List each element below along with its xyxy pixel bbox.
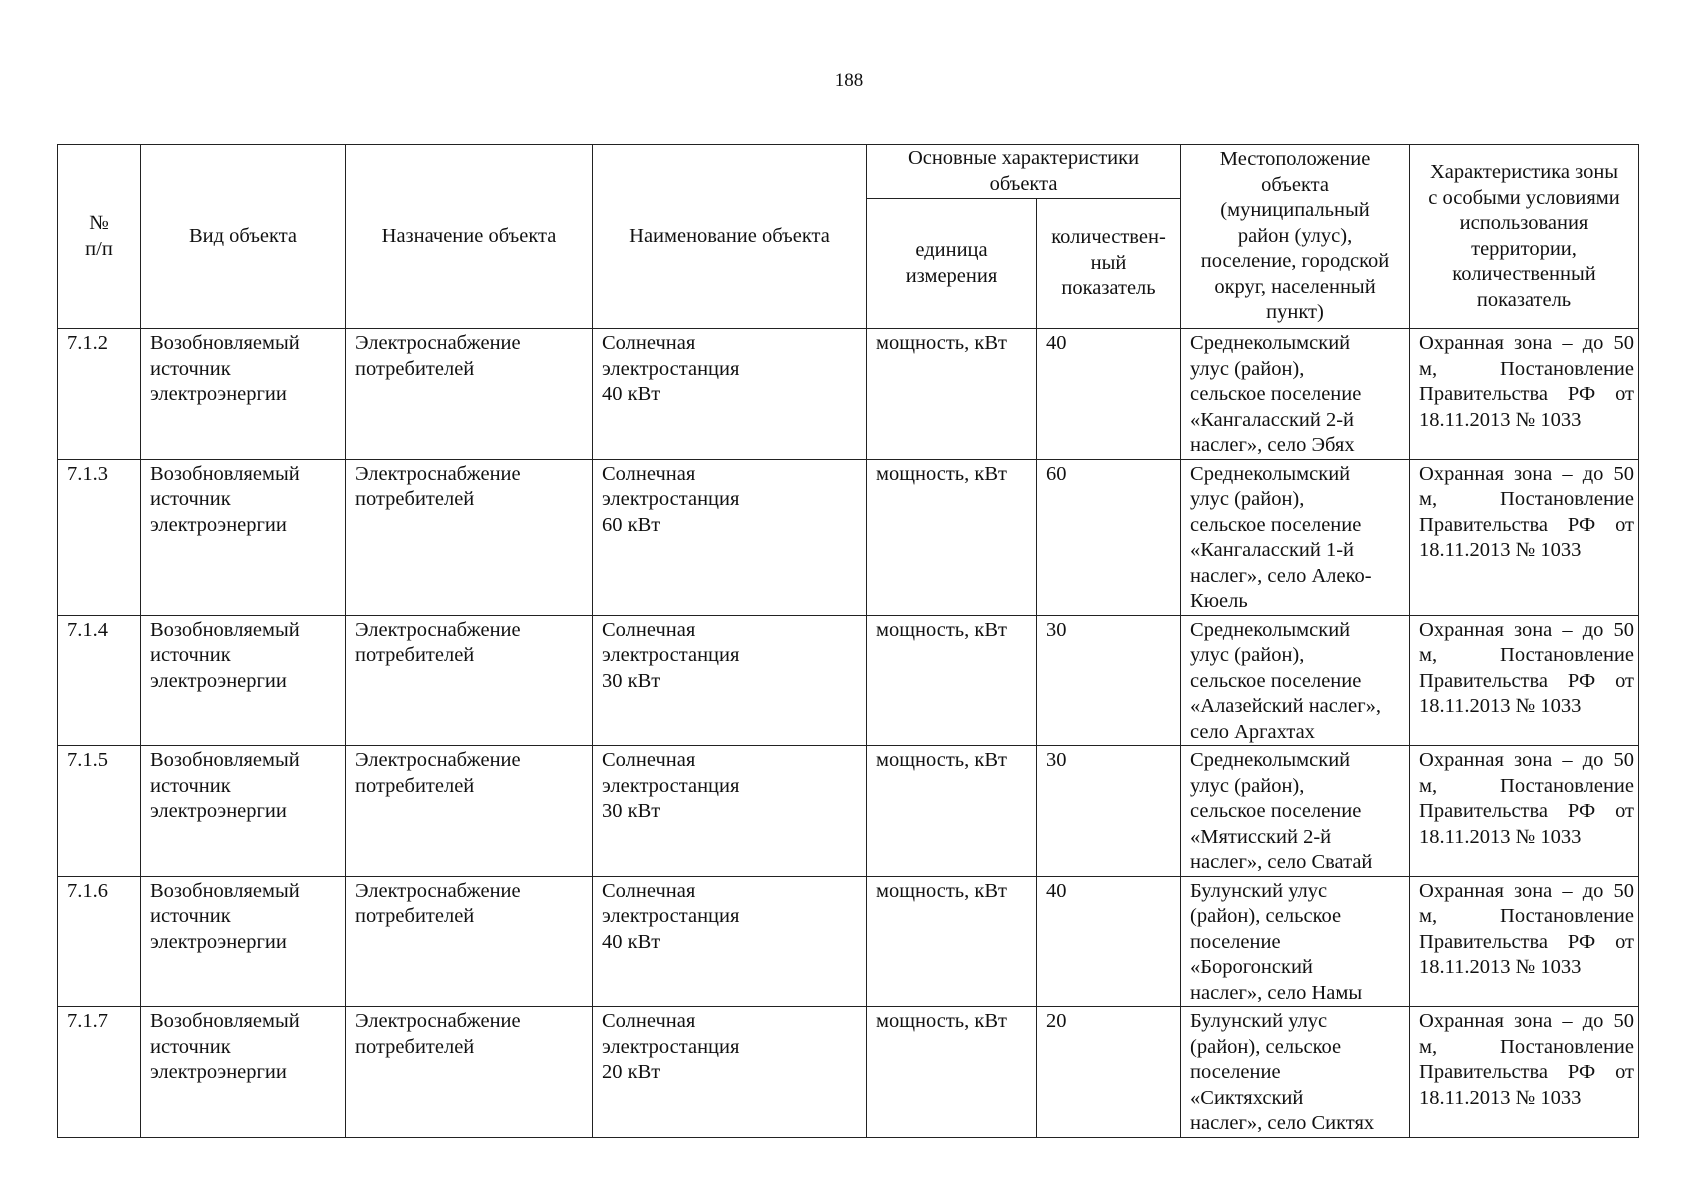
header-location: Местоположение объекта (муниципальный район (улус), поселение, городской округ, населенный пункт) — [1181, 145, 1410, 329]
cell-quantity: 30 — [1037, 746, 1181, 877]
header-num: № п/п — [58, 145, 141, 329]
cell-name: Солнечная электростанция 40 кВт — [593, 876, 867, 1007]
cell-type: Возобновляемый источник электроэнергии — [141, 459, 346, 615]
cell-unit: мощность, кВт — [867, 459, 1037, 615]
cell-num: 7.1.2 — [58, 329, 141, 460]
table-row — [58, 876, 1639, 1007]
cell-location: Среднеколымский улус (район), сельское поселение «Алазейский наслег», село Аргахтах — [1181, 615, 1410, 746]
cell-name: Солнечная электростанция 60 кВт — [593, 459, 867, 615]
header-name: Наименование объекта — [593, 145, 867, 329]
cell-zone: Охранная зона – до 50 м, Постановление Правительства РФ от 18.11.2013 № 1033 — [1410, 459, 1639, 615]
cell-purpose: Электроснабжение потребителей — [346, 615, 593, 746]
cell-type: Возобновляемый источник электроэнергии — [141, 1007, 346, 1138]
cell-zone: Охранная зона – до 50 м, Постановление Правительства РФ от 18.11.2013 № 1033 — [1410, 1007, 1639, 1138]
table-row — [58, 1007, 1639, 1138]
cell-name: Солнечная электростанция 30 кВт — [593, 746, 867, 877]
page-number: 188 — [834, 70, 864, 91]
header-zone: Характеристика зоны с особыми условиями использования территории, количественный показатель — [1410, 145, 1639, 329]
cell-num: 7.1.6 — [58, 876, 141, 1007]
cell-location: Среднеколымский улус (район), сельское поселение «Мятисский 2-й наслег», село Сватай — [1181, 746, 1410, 877]
cell-location: Булунский улус (район), сельское поселение «Сиктяхский наслег», село Сиктях — [1181, 1007, 1410, 1138]
cell-purpose: Электроснабжение потребителей — [346, 876, 593, 1007]
header-unit: единица измерения — [867, 199, 1037, 329]
cell-quantity: 20 — [1037, 1007, 1181, 1138]
header-characteristics: Основные характеристики объекта — [867, 145, 1181, 199]
cell-quantity: 40 — [1037, 876, 1181, 1007]
cell-name: Солнечная электростанция 30 кВт — [593, 615, 867, 746]
cell-num: 7.1.5 — [58, 746, 141, 877]
cell-location: Среднеколымский улус (район), сельское поселение «Кангаласский 2-й наслег», село Эбях — [1181, 329, 1410, 460]
cell-zone: Охранная зона – до 50 м, Постановление Правительства РФ от 18.11.2013 № 1033 — [1410, 329, 1639, 460]
cell-type: Возобновляемый источник электроэнергии — [141, 615, 346, 746]
table-row — [58, 746, 1639, 877]
cell-unit: мощность, кВт — [867, 329, 1037, 460]
header-type: Вид объекта — [141, 145, 346, 329]
header-row — [58, 145, 1639, 199]
cell-type: Возобновляемый источник электроэнергии — [141, 876, 346, 1007]
table-row — [58, 459, 1639, 615]
header-quantity: количествен- ный показатель — [1037, 199, 1181, 329]
cell-zone: Охранная зона – до 50 м, Постановление Правительства РФ от 18.11.2013 № 1033 — [1410, 615, 1639, 746]
cell-type: Возобновляемый источник электроэнергии — [141, 746, 346, 877]
objects-table — [57, 144, 1639, 1138]
cell-quantity: 60 — [1037, 459, 1181, 615]
cell-location: Среднеколымский улус (район), сельское поселение «Кангаласский 1-й наслег», село Алеко- Кюель — [1181, 459, 1410, 615]
table-body — [58, 329, 1639, 1138]
cell-unit: мощность, кВт — [867, 746, 1037, 877]
cell-unit: мощность, кВт — [867, 1007, 1037, 1138]
cell-num: 7.1.3 — [58, 459, 141, 615]
cell-quantity: 40 — [1037, 329, 1181, 460]
table-header — [58, 145, 1639, 329]
cell-purpose: Электроснабжение потребителей — [346, 746, 593, 877]
cell-quantity: 30 — [1037, 615, 1181, 746]
cell-purpose: Электроснабжение потребителей — [346, 1007, 593, 1138]
cell-unit: мощность, кВт — [867, 615, 1037, 746]
cell-name: Солнечная электростанция 40 кВт — [593, 329, 867, 460]
cell-zone: Охранная зона – до 50 м, Постановление Правительства РФ от 18.11.2013 № 1033 — [1410, 876, 1639, 1007]
cell-purpose: Электроснабжение потребителей — [346, 459, 593, 615]
cell-zone: Охранная зона – до 50 м, Постановление Правительства РФ от 18.11.2013 № 1033 — [1410, 746, 1639, 877]
cell-purpose: Электроснабжение потребителей — [346, 329, 593, 460]
cell-unit: мощность, кВт — [867, 876, 1037, 1007]
cell-num: 7.1.4 — [58, 615, 141, 746]
cell-name: Солнечная электростанция 20 кВт — [593, 1007, 867, 1138]
table-row — [58, 615, 1639, 746]
cell-type: Возобновляемый источник электроэнергии — [141, 329, 346, 460]
cell-num: 7.1.7 — [58, 1007, 141, 1138]
table-row — [58, 329, 1639, 460]
header-purpose: Назначение объекта — [346, 145, 593, 329]
cell-location: Булунский улус (район), сельское поселение «Борогонский наслег», село Намы — [1181, 876, 1410, 1007]
